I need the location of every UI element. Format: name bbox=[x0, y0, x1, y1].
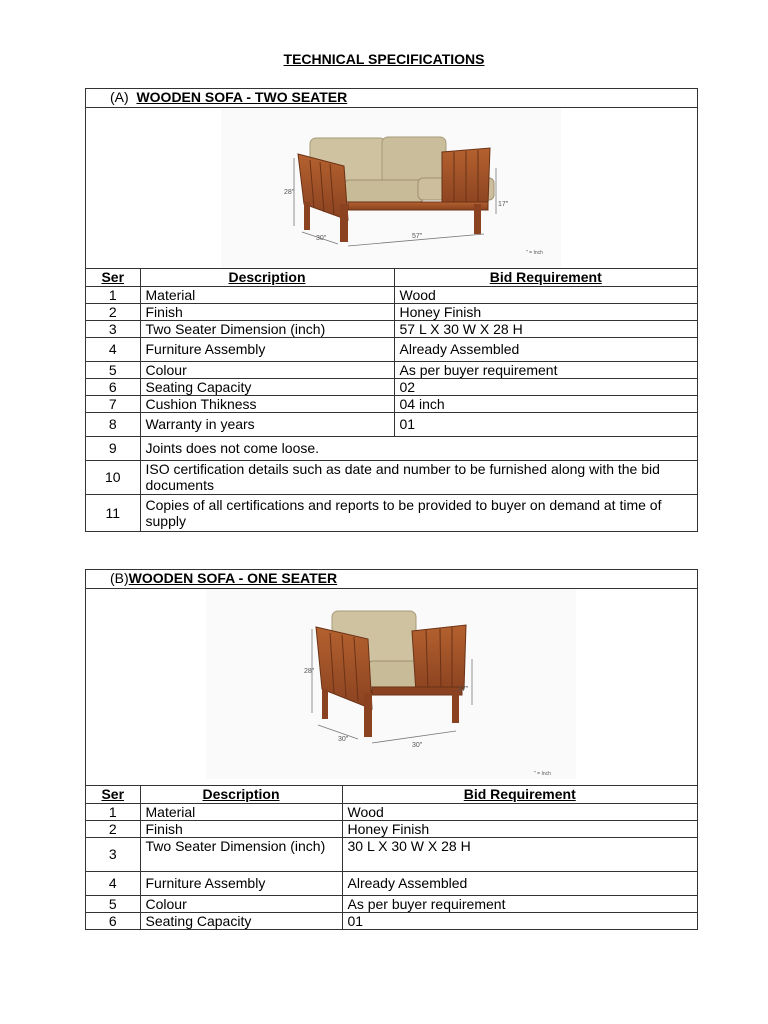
table-row: 2 Finish Honey Finish bbox=[86, 820, 697, 837]
col-header-description: Description bbox=[140, 786, 342, 803]
dim-seat: 17" bbox=[458, 686, 469, 693]
spec-table-one-seater bbox=[86, 786, 697, 929]
table-row: 2 Finish Honey Finish bbox=[86, 303, 697, 320]
page-title: TECHNICAL SPECIFICATIONS bbox=[283, 51, 485, 67]
col-header-ser: Ser bbox=[86, 269, 140, 286]
col-header-description: Description bbox=[140, 269, 394, 286]
dim-unit: " = Inch bbox=[534, 771, 551, 777]
section-heading bbox=[86, 570, 697, 589]
section-title: WOODEN SOFA - ONE SEATER bbox=[128, 570, 338, 586]
two-seater-sofa-illustration bbox=[86, 108, 697, 268]
dim-depth: 30" bbox=[338, 736, 349, 743]
section-one-seater bbox=[85, 569, 698, 930]
table-row: 9 Joints does not come loose. bbox=[86, 436, 697, 460]
one-seater-sofa-illustration bbox=[86, 589, 697, 785]
spec-table-two-seater bbox=[86, 269, 697, 531]
table-row: 6 Seating Capacity 01 bbox=[86, 912, 697, 929]
section-heading bbox=[86, 89, 697, 108]
dim-height: 28" bbox=[284, 189, 295, 196]
sofa-image bbox=[86, 108, 697, 269]
dim-seat: 17" bbox=[498, 201, 509, 208]
dim-width: 57" bbox=[412, 233, 423, 240]
table-row: 4 Furniture Assembly Already Assembled bbox=[86, 337, 697, 361]
table-row: 5 Colour As per buyer requirement bbox=[86, 361, 697, 378]
col-header-ser: Ser bbox=[86, 786, 140, 803]
dim-depth: 30" bbox=[316, 235, 327, 242]
dim-height: 28" bbox=[304, 668, 315, 675]
table-row: 10 ISO certification details such as date and number to be furnished along with the bid documents bbox=[86, 460, 697, 494]
col-header-bid-requirement: Bid Requirement bbox=[342, 786, 697, 803]
section-prefix: (B) bbox=[110, 570, 129, 586]
table-row: 5 Colour As per buyer requirement bbox=[86, 895, 697, 912]
table-row: 1 Material Wood bbox=[86, 286, 697, 303]
table-row: 11 Copies of all certifications and reports to be provided to buyer on demand at time of supply bbox=[86, 494, 697, 531]
table-row: 3 Two Seater Dimension (inch) 30 L X 30 W X 28 H bbox=[86, 837, 697, 871]
section-prefix: (A) bbox=[110, 89, 129, 105]
table-row: 3 Two Seater Dimension (inch) 57 L X 30 W X 28 H bbox=[86, 320, 697, 337]
table-row: 7 Cushion Thikness 04 inch bbox=[86, 395, 697, 412]
table-row: 8 Warranty in years 01 bbox=[86, 412, 697, 436]
table-row: 6 Seating Capacity 02 bbox=[86, 378, 697, 395]
section-title: WOODEN SOFA - TWO SEATER bbox=[136, 89, 348, 105]
dim-unit: " = Inch bbox=[526, 250, 543, 256]
col-header-bid-requirement: Bid Requirement bbox=[394, 269, 697, 286]
table-row: 4 Furniture Assembly Already Assembled bbox=[86, 871, 697, 895]
table-row: 1 Material Wood bbox=[86, 803, 697, 820]
dim-width: 30" bbox=[412, 742, 423, 749]
sofa-image bbox=[86, 589, 697, 786]
section-two-seater bbox=[85, 88, 698, 532]
